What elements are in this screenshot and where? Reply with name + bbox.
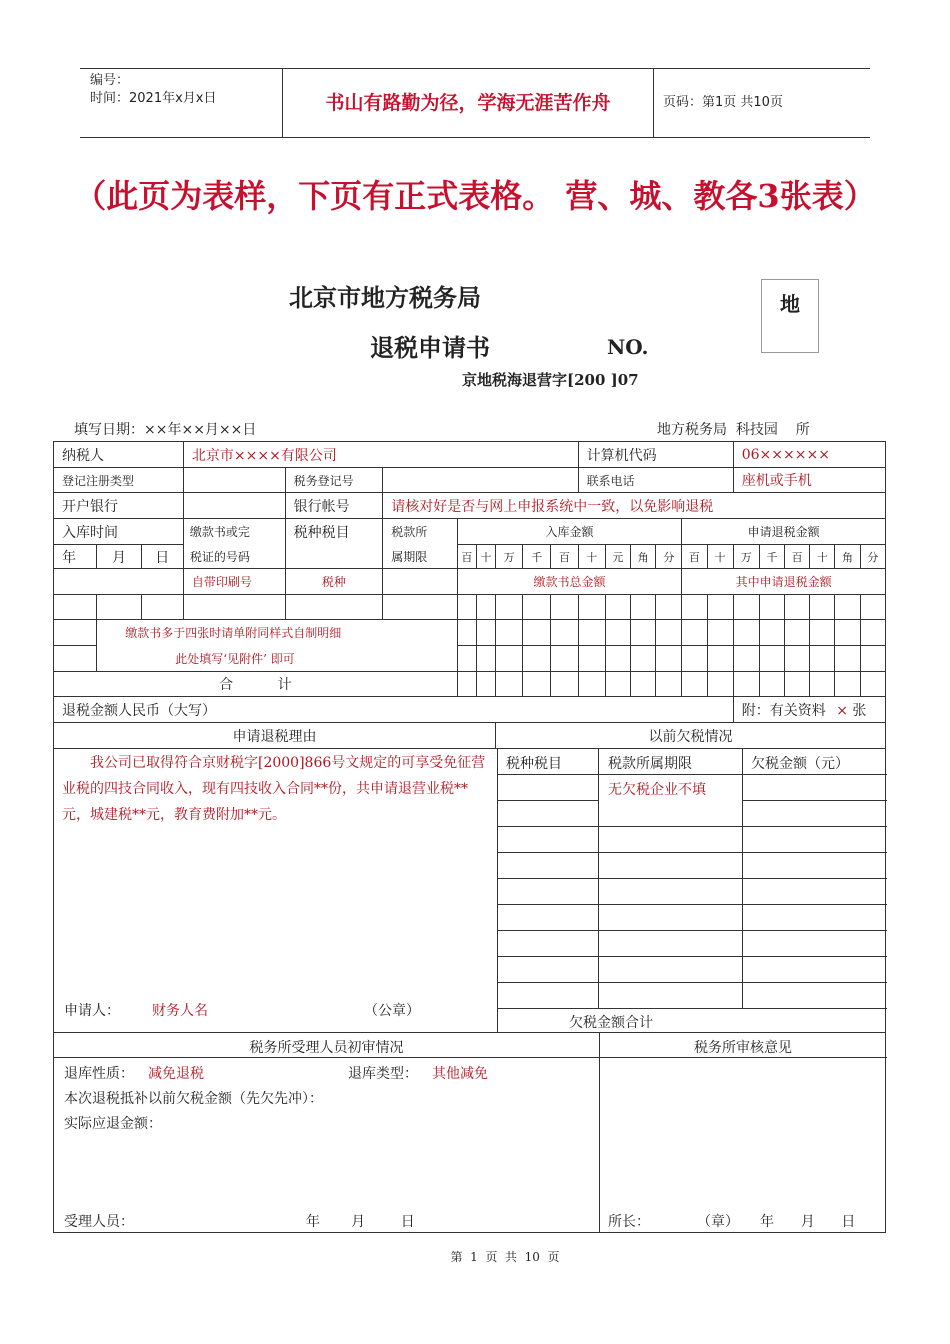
page-footer: 第 1 页 共 10 页 <box>450 1250 560 1264</box>
tax-type-hint[interactable]: 税种 <box>285 569 383 595</box>
digit-label: 角 <box>630 545 655 569</box>
phone-value[interactable]: 座机或手机 <box>733 468 885 493</box>
refund-amount-hint[interactable]: 其中申请退税金额 <box>682 569 886 595</box>
actual-amount-label: 实际应退金额： <box>64 1116 162 1132</box>
arrears-amount-label: 欠税金额（元） <box>751 756 849 772</box>
storage-time-label: 入库时间 <box>54 519 184 545</box>
arrears-note[interactable]: 无欠税企业不填 <box>608 782 706 798</box>
print-no-hint[interactable]: 自带印刷号 <box>183 569 285 595</box>
computer-code-value[interactable]: 06×××××× <box>733 442 885 468</box>
digit-label: 十 <box>476 545 495 569</box>
bank-value[interactable] <box>183 493 285 519</box>
refund-nature-label: 退库性质： <box>64 1066 134 1082</box>
fill-date: 填写日期：××年××月××日 <box>74 422 257 438</box>
doc-code: 京地税海退营字[200 ]07 <box>462 371 639 389</box>
digit-label: 分 <box>656 545 682 569</box>
amount-words-label: 退税金额人民币（大写） <box>54 697 734 723</box>
handler-date: 年 月 日 <box>306 1214 415 1230</box>
total-amount-hint[interactable]: 缴款书总金额 <box>457 569 682 595</box>
storage-amount-label: 入库金额 <box>457 519 682 545</box>
form-title: 退税申请书 <box>370 334 490 362</box>
audit-header: 税务所审核意见 <box>694 1040 792 1056</box>
refund-type-value[interactable]: 其他减免 <box>432 1066 488 1082</box>
header-meta <box>80 69 283 137</box>
attachment-note-1: 缴款书多于四张时请单附同样式自制明细 <box>97 620 457 646</box>
time-label: 时间：2021年x月x日 <box>90 91 217 106</box>
attachment-note-2: 此处填写‘见附件’ 即可 <box>97 646 457 672</box>
payment-no-label-2: 税证的号码 <box>183 545 285 569</box>
attachment-label: 附：有关资料 <box>741 702 826 719</box>
digit-label: 分 <box>860 545 885 569</box>
phone-label: 联系电话 <box>578 468 733 493</box>
account-label: 银行帐号 <box>285 493 383 519</box>
number-label: 编号： <box>90 73 130 88</box>
digit-label: 百 <box>457 545 476 569</box>
director-seal: （章） <box>697 1214 739 1230</box>
tax-period-label-2: 属期限 <box>383 545 458 569</box>
arrears-period-label: 税款所属期限 <box>608 756 692 772</box>
reason-arrears-section <box>53 748 886 1033</box>
offset-label: 本次退税抵补以前欠税金额（先欠先冲）： <box>64 1091 323 1107</box>
header-page-label: 页码：第1页 共10页 <box>663 95 783 110</box>
arrears-header: 以前欠税情况 <box>496 723 886 749</box>
reg-type-value[interactable] <box>183 468 285 493</box>
reason-header: 申请退税理由 <box>54 723 496 749</box>
tax-reg-no-value[interactable] <box>383 468 578 493</box>
page-header <box>80 68 870 138</box>
director-date: 年 月 日 <box>760 1214 856 1230</box>
payment-row <box>54 595 886 620</box>
arrears-tax-item-label: 税种税目 <box>506 756 562 772</box>
refund-type-label: 退库类型： <box>348 1066 418 1082</box>
account-note[interactable]: 请核对好是否与网上申报系统中一致，以免影响退税 <box>383 493 886 519</box>
payment-row <box>54 620 886 646</box>
computer-code-label: 计算机代码 <box>578 442 733 468</box>
digit-label: 千 <box>759 545 784 569</box>
stamp-box: 地 <box>761 279 819 353</box>
taxpayer-value[interactable]: 北京市××××有限公司 <box>183 442 578 468</box>
digit-label: 万 <box>496 545 523 569</box>
review-header: 税务所受理人员初审情况 <box>249 1040 404 1056</box>
digit-label: 万 <box>733 545 759 569</box>
digit-label: 十 <box>707 545 733 569</box>
tax-reg-no-label: 税务登记号 <box>285 468 383 493</box>
tax-period-label-1: 税款所 <box>383 519 458 545</box>
payment-row <box>54 646 886 672</box>
form-number-label: NO. <box>607 335 649 359</box>
applicant-label: 申请人： <box>64 1003 120 1019</box>
applicant-value[interactable]: 财务人名 <box>152 1003 208 1019</box>
refund-amount-label: 申请退税金额 <box>682 519 886 545</box>
digit-label: 百 <box>785 545 810 569</box>
sample-notice: （此页为表样，下页有正式表格。 营、城、教各3张表） <box>74 177 876 215</box>
digit-label: 百 <box>551 545 578 569</box>
review-section <box>53 1033 886 1233</box>
director-label: 所长： <box>608 1214 650 1230</box>
reason-text[interactable]: 我公司已取得符合京财税字[2000]866号文规定的可享受免征营业税的四技合同收入，现有四技收入合同**份，共申请退营业税**元，城建税**元，教育费附加**元。 <box>62 755 486 823</box>
refund-application-table <box>53 441 886 749</box>
header-motto: 书山有路勤为径，学海无涯苦作舟 <box>283 69 654 137</box>
tax-office: 地方税务局 科技园 所 <box>657 422 810 438</box>
handler-label: 受理人员： <box>64 1214 134 1230</box>
digit-label: 十 <box>578 545 605 569</box>
attachment-count[interactable]: × <box>836 702 848 719</box>
day-label: 日 <box>141 545 183 569</box>
month-label: 月 <box>97 545 141 569</box>
payment-no-label-1: 缴款书或完 <box>183 519 285 545</box>
digit-label: 十 <box>810 545 835 569</box>
reg-type-label: 登记注册类型 <box>54 468 184 493</box>
digit-label: 元 <box>605 545 630 569</box>
bank-label: 开户银行 <box>54 493 184 519</box>
bureau-title: 北京市地方税务局 <box>289 284 481 312</box>
arrears-total-label: 欠税金额合计 <box>569 1015 653 1031</box>
digit-label: 千 <box>523 545 551 569</box>
attachment-unit: 张 <box>852 702 867 719</box>
sum-label: 合 计 <box>54 672 458 697</box>
refund-nature-value[interactable]: 减免退税 <box>148 1066 204 1082</box>
digit-label: 百 <box>682 545 707 569</box>
year-label: 年 <box>54 545 97 569</box>
attachment-field[interactable] <box>733 697 885 723</box>
digit-label: 角 <box>835 545 860 569</box>
taxpayer-label: 纳税人 <box>54 442 184 468</box>
seal-label: （公章） <box>364 1003 420 1019</box>
tax-item-label: 税种税目 <box>285 519 383 545</box>
